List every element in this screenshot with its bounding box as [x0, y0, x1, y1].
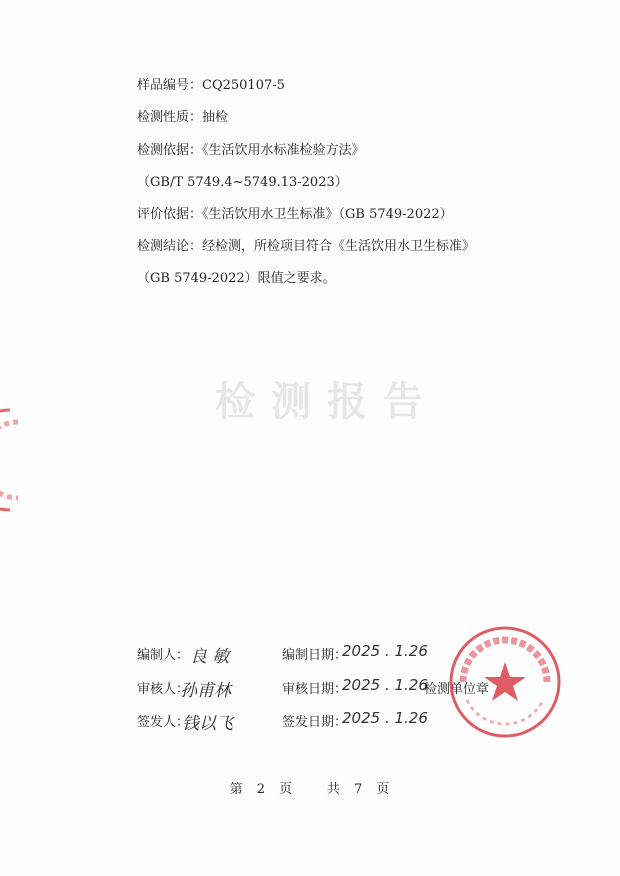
- issue-date-label: 签发日期：: [282, 715, 348, 730]
- conclusion-line-2: （GB 5749-2022）限值之要求。: [137, 271, 336, 286]
- page-number: 2: [256, 782, 266, 797]
- page-prefix: 第: [229, 782, 244, 797]
- compile-date: 2025 . 1.26: [342, 642, 428, 660]
- page-unit: 页: [279, 782, 294, 797]
- reviewer-signature: 孙甫林: [180, 681, 231, 701]
- seal-label: 检测单位章: [424, 682, 490, 697]
- cross-page-seal-icon: [0, 400, 40, 520]
- conclusion-line-1: 检测结论：经检测，所检项目符合《生活饮用水卫生标准》: [137, 239, 476, 254]
- sample-number: 样品编号：CQ250107-5: [137, 78, 285, 93]
- reviewer-label: 审核人：: [137, 682, 190, 697]
- evaluation-basis: 评价依据：《生活饮用水卫生标准》（GB 5749-2022）: [137, 207, 453, 222]
- issuer-signature: 钱以飞: [182, 714, 233, 734]
- test-nature: 检测性质：抽检: [137, 110, 229, 125]
- test-basis-standard: （GB/T 5749.4~5749.13-2023）: [137, 175, 348, 190]
- test-basis: 检测依据：《生活饮用水标准检验方法》: [137, 143, 365, 158]
- review-date: 2025 . 1.26: [342, 676, 428, 694]
- page-footer: [0, 778, 620, 797]
- total-unit: 页: [376, 782, 391, 797]
- issue-date: 2025 . 1.26: [342, 709, 428, 727]
- total-pages: 7: [353, 782, 364, 797]
- issuer-label: 签发人：: [137, 715, 190, 730]
- compile-date-label: 编制日期：: [282, 648, 348, 663]
- total-prefix: 共: [326, 782, 341, 797]
- compiler-label: 编制人：: [137, 648, 190, 663]
- compiler-signature: 良 敏: [190, 647, 230, 667]
- review-date-label: 审核日期：: [282, 682, 348, 697]
- ghost-title: 检测报告: [215, 379, 439, 425]
- official-seal-icon: [445, 622, 565, 742]
